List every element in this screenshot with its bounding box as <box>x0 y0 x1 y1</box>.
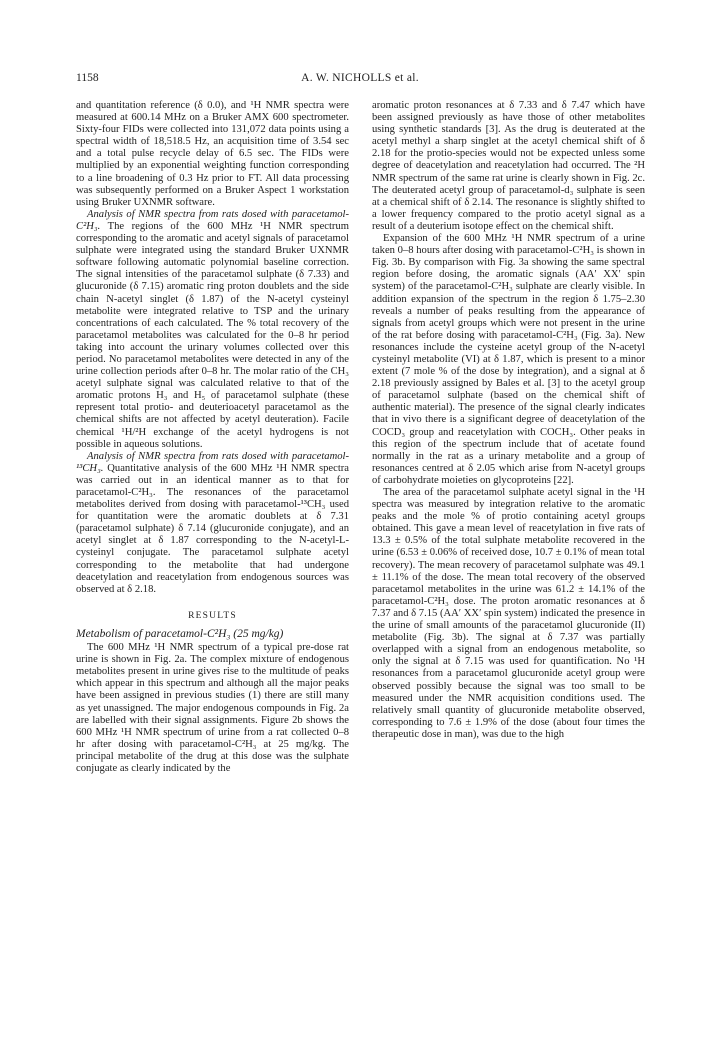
page-header <box>76 72 644 88</box>
right-column <box>372 100 645 741</box>
section-heading-results: RESULTS <box>188 610 237 621</box>
methods-paragraph-c2h3 <box>76 209 349 451</box>
results-paragraph-4: The area of the paracetamol sulphate acetyl signal in the ¹H spectra was measured by integration relative to the aromatic peaks and the mole % of protio containing acetyl groups obtained. This gave a mean level of reacetylation in five rats of 13.3 ± 0.5% of the total sulphate metabolite recovered in the urine (6.53 ± 0.06% of received dose, 10.7 ± 0.1% of mean total recovery). The mean recovery of paracetamol sulphate was 49.1 ± 11.1% of the dose. The mean total recovery of the observed paracetamol metabolites in the urine was 61.2 ± 14.1% of the paracetamol-C²H₃ dose. The proton aromatic resonances at δ 7.37 and δ 7.15 (AA′ XX′ spin system) indicated the presence in the urine of small amounts of the paracetamol glucuronide (II) metabolite (Fig. 3b). The signal at δ 7.37 was partially overlapped with a signal from an endogenous metabolite, so only the signal at δ 7.15 was used for quantification. No ¹H resonances from a paracetamol glucuronide acetyl group were observed possibly because the signal was too small to be measured under the NMR acquisition conditions used. The relatively small quantity of glucuronide metabolite observed, corresponding to 7.6 ± 1.9% of the dose (about four times the therapeutic dose in man), was due to the high <box>372 487 645 740</box>
methods-paragraph-13ch3 <box>76 451 349 596</box>
results-paragraph-1: The 600 MHz ¹H NMR spectrum of a typical pre-dose rat urine is shown in Fig. 2a. The complex mixture of endogenous metabolites present in urine gives rise to the multitude of peaks which appear in this spectrum and although all the major peaks have been assigned in previous studies (1) there are still many as yet unassigned. The major endogenous compounds in Fig. 2a are labelled with their signal assignments. Figure 2b shows the 600 MHz ¹H NMR spectrum of urine from a rat collected 0–8 hr after dosing with paracetamol-C²H₃ at 25 mg/kg. The principal metabolite of the drug at this dose was the sulphate conjugate as clearly indicated by the <box>76 642 349 774</box>
results-paragraph-3: Expansion of the 600 MHz ¹H NMR spectrum of a urine taken 0–8 hours after dosing with paracetamol-C²H₃ is shown in Fig. 3b. By comparison with Fig. 3a showing the same spectral region before dosing, the aromatic signals (AA′ XX′ spin system) of the paracetamol-C²H₃ sulphate are clearly visible. In addition expansion of the spectrum in the region δ 1.75–2.30 reveals a number of peaks resulting from the appearance of signals from acetyl groups which were not present in the urine of the rat before dosing with paracetamol-C²H₃ (Fig. 3a). New resonances include the cysteine acetyl group of the N-acetyl cysteinyl metabolite (VI) at δ 1.87, which is present to a minor extent (7 mole % of the dose by integration), and a signal at δ 2.18 previously assigned by Bales et al. [3] to the acetyl group of paracetamol sulphate (based on the chemical shift of authentic material). The presence of the signal clearly indicates that in vivo there is a significant degree of deacetylation of the COCD₃ group and reacetylation with COCH₃. Other peaks in this region of the spectrum include that of acetate found normally in the rat as a urinary metabolite and a group of resonances centred at δ 2.05 which arise from N-acetyl groups of carbohydrate moieties on glycoproteins [22]. <box>372 233 645 486</box>
running-head: A. W. NICHOLLS et al. <box>301 72 419 84</box>
page-number: 1158 <box>76 72 99 84</box>
paragraph-lead-c2h3: Analysis of NMR spectra from rats dosed with paracetamol-C²H₃. <box>76 208 349 232</box>
left-column <box>76 100 349 775</box>
subheading-metabolism: Metabolism of paracetamol-C²H₃ (25 mg/kg) <box>76 627 284 640</box>
methods-paragraph-acquisition: and quantitation reference (δ 0.0), and ¹H NMR spectra were measured at 600.14 MHz on a Bruker AMX 600 spectrometer. Sixty-four FIDs were collected into 131,072 data points using a spectral width of 18,518.5 Hz, an acquisition time of 3.54 sec and a total pulse recycle delay of 6.5 sec. The FIDs were multiplied by an exponential weighting function corresponding to a line broadening of 0.3 Hz prior to FT. All data processing was subsequently performed on a Bruker Aspect 1 workstation using Bruker UXNMR software. <box>76 100 349 208</box>
results-paragraph-2: aromatic proton resonances at δ 7.33 and δ 7.47 which have been assigned previously as have those of other metabolites using synthetic standards [3]. As the drug is deuterated at the acetyl methyl a sharp singlet at the acetyl chemical shift of δ 2.18 for the protio-species would not be expected unless some degree of deacetylation and reacetylation had occurred. The ²H NMR spectrum of the same rat urine is clearly shown in Fig. 2c. The deuterated acetyl group of paracetamol-d₃ sulphate is seen at a chemical shift of δ 2.14. The resonance is slightly shifted to a lower frequency compared to the protio acetyl signal as a result of a deuterium isotope effect on the chemical shift. <box>372 100 645 232</box>
paragraph-body-c2h3: The regions of the 600 MHz ¹H NMR spectrum corresponding to the aromatic and acetyl signals of paracetamol sulphate were integrated using the standard Bruker UXNMR software following automatic polynomial baseline correction. The signal intensities of the paracetamol sulphate (δ 7.33) and glucuronide (δ 7.15) aromatic ring proton doublets and the side chain N-acetyl singlet (δ 1.87) of the N-acetyl cysteinyl metabolite were integrated relative to TSP and the urinary concentrations of each calculated. The % total recovery of the paracetamol metabolites was calculated for the 0–8 hr period taking into account the urinary volumes collected over this period. No paracetamol metabolites were detected in any of the urine collection periods after 0–8 hr. The molar ratio of the CH₃ acetyl sulphate signal was calculated relative to that of the aromatic protons H₃ and H₅ of paracetamol sulphate (these represent total protio- and deuterioacetyl paracetamol as the chemical shifts are not affected by acetyl deuteration). Facile chemical ¹H/²H exchange of the acetyl hydrogens is not possible in aqueous solutions. <box>76 220 349 450</box>
paragraph-body-13ch3: Quantitative analysis of the 600 MHz ¹H NMR spectra was carried out in an identical manner as to that for paracetamol-C²H₃. The resonances of the paracetamol metabolites derived from dosing with paracetamol-¹³CH₃ used for quantitation were the aromatic doublets at δ 7.31 (paracetamol sulphate) δ 7.14 (glucuronide conjugate), and an acetyl singlet at δ 1.87 corresponding to the N-acetyl-L-cysteinyl conjugate. The paracetamol sulphate acetyl corresponding to the metabolite that had undergone deacetylation and reacetylation from endogenous sources was observed at δ 2.18. <box>76 462 349 595</box>
paragraph-lead-13ch3: Analysis of NMR spectra from rats dosed with paracetamol-¹³CH₃. <box>76 450 349 474</box>
